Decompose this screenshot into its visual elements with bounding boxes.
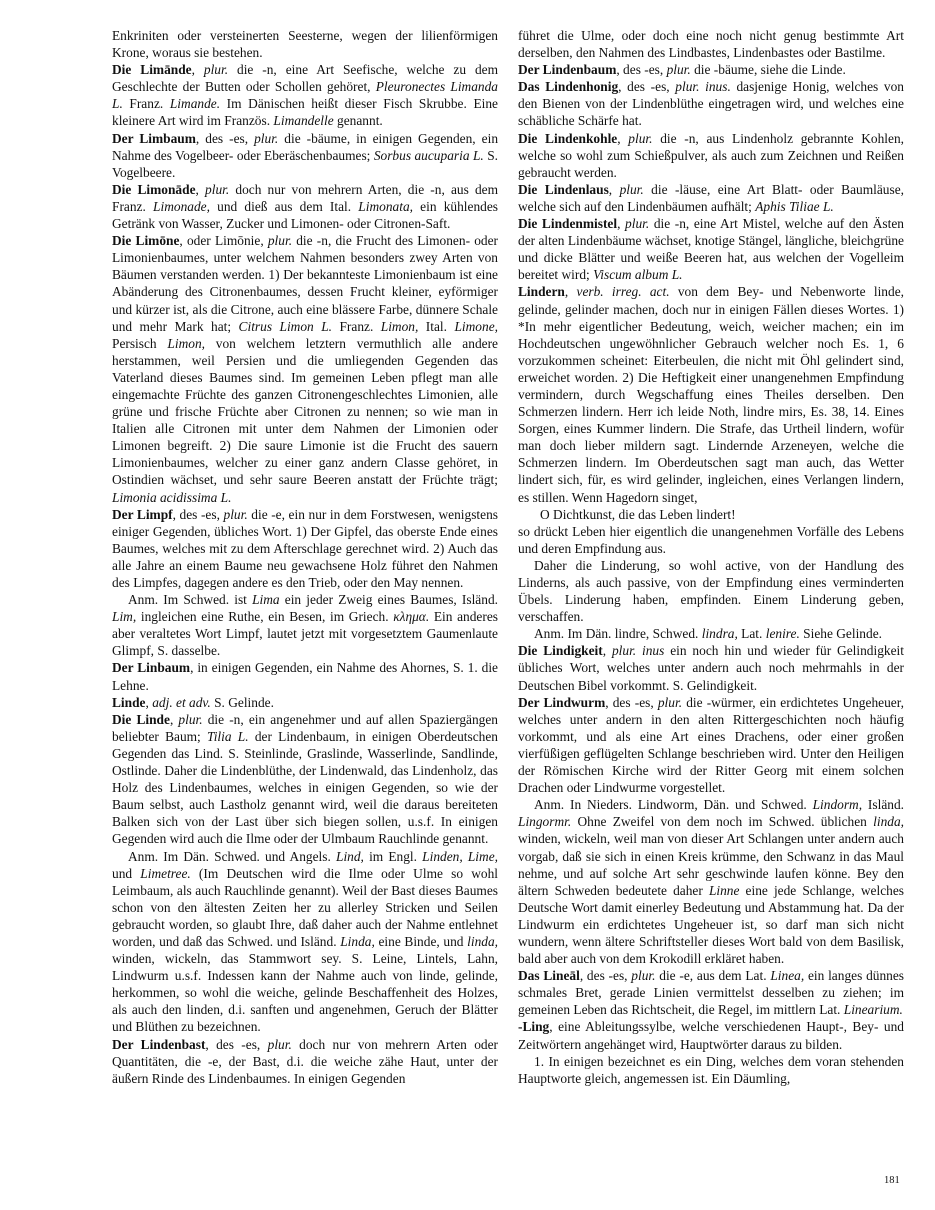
text-run: und xyxy=(112,865,141,881)
dictionary-entry xyxy=(112,506,498,591)
dictionary-entry xyxy=(518,61,904,78)
text-run: S. Vogelbeere. xyxy=(112,147,498,180)
headword: Die Lindenmistel xyxy=(518,216,618,232)
text-paragraph xyxy=(518,796,904,967)
dictionary-entry xyxy=(518,1018,904,1052)
headword: Die Lindenlaus xyxy=(518,181,609,197)
italic-text: plur. xyxy=(223,506,248,522)
italic-text: plur. xyxy=(666,62,691,78)
italic-text: lindra, xyxy=(701,626,738,642)
italic-text: plur. xyxy=(178,711,203,727)
headword: Der Limbaum xyxy=(112,130,196,146)
headword: Linde xyxy=(112,694,146,710)
text-run: die -n, aus Lindenholz gebrannte Kohlen, welche so wohl zum Schießpulver, als auch zum Zeichnen und Reißen gebraucht werden. xyxy=(518,130,904,180)
text-run: , xyxy=(602,643,612,659)
text-run: eine jede Schlange, welches Deutsche Wort damit einerley Bedeutung und Abstammung hat. Da der Lindwurm ein erdichtetes Ungeheuer ist, so darf man sich nicht wundern, wenn ältere Schriftsteller dieses Wort bald von dem Basilisk, bald aber auch von dem Krokodill erkläret haben. xyxy=(518,882,904,967)
text-run: (Im Deutschen wird die Ilme oder Ulme so wohl Leimbaum, als auch Rauchlinde genannt). Weil der Bast dieses Baumes schon von den ältesten Zeiten her zu allerley Stricken und Seilen gebraucht worden, so glaubt Ihre, daß daher auch der Nahme entlehnet worden, und daß das Schwed. und Isländ. xyxy=(112,865,498,949)
italic-text: Citrus Limon L. xyxy=(238,318,332,334)
text-run: , in einigen Gegenden, ein Nahme des Ahornes, S. 1. die Lehne. xyxy=(112,660,498,693)
text-run: , xyxy=(145,694,153,710)
text-paragraph xyxy=(518,506,904,523)
text-run: so drückt Leben hier eigentlich die unangenehmen Vorfälle des Lebens und deren Empfindung aus. xyxy=(518,523,904,556)
headword: Das Lineāl xyxy=(518,968,580,984)
headword: Die Limānde xyxy=(112,62,192,78)
text-run: die -n, eine Art Mistel, welche auf den Ästen der alten Lindenbäume wächset, knotige Stängel, längliche, bleichgrüne und dicke Blätter und weiße Beeren hat, aus welchen der Vogelleim bereitet wird; xyxy=(518,216,905,283)
dictionary-entry xyxy=(112,181,498,232)
italic-text: κλημα. xyxy=(393,609,430,625)
italic-text: Lind, xyxy=(336,848,364,864)
italic-text: plur. xyxy=(267,233,293,249)
text-run: dasjenige Honig, welches von den Bienen von der Lindenblüthe eingetragen wird, und welches eine schäbliche Schärfe hat. xyxy=(518,79,905,129)
right-column xyxy=(518,27,904,1087)
text-paragraph xyxy=(518,557,904,625)
italic-text: linda, xyxy=(467,933,498,949)
italic-text: plur. xyxy=(267,1036,292,1052)
dictionary-entry xyxy=(518,967,904,1018)
italic-text: plur. xyxy=(254,130,279,146)
text-run: O Dichtkunst, die das Leben lindert! xyxy=(540,506,736,522)
dictionary-entry xyxy=(518,78,904,129)
text-run: von welchem letztern vermuthlich alle andere herstammen, weil Persien und die umliegenden Gegenden das Vaterland dieses Baumes sind. Im gemeinen Leben pflegt man alle eingemachte Früchte des ganzen Citronengeschlechtes Limonien, alle grüne und frische Früchte aber Citronen zu nennen; so wie man in Italien alle Citronen mit unter dem Nahmen der Limonien oder Limonen begreift. 2) Die saure Limonie ist die Frucht des sauern Limonienbaumes, welcher zu einer ganz andern Classe gehöret, in Ostindien wächset, und sehr saure Beeren anstatt der Früchte trägt; xyxy=(112,335,498,488)
text-run: , xyxy=(191,62,204,78)
text-run: doch nur von mehrern Arten oder Quantitäten, die -e, der Bast, d.i. die weiche zähe Haut, unter der äußern Rinde des Lindenbaumes. In einigen Gegenden xyxy=(112,1036,498,1086)
italic-text: Limandelle xyxy=(273,113,334,129)
dictionary-entry xyxy=(112,61,498,129)
text-paragraph xyxy=(112,27,498,61)
text-run: Isländ. xyxy=(862,797,905,813)
page-number: 181 xyxy=(884,1175,900,1186)
text-run: , xyxy=(617,130,629,146)
text-run: die -würmer, ein erdichtetes Ungeheuer, welches unter andern in den alten Rittergeschichten noch häufig vorkommt, und als eine Art eines Drachens, oder einer großen vierfüßigen geflügelten Schlange beschrieben wird. Unter den Heiligen der Römischen Kirche wird der Ritter Georg mit einem solchen Drachen oder Lindwurme vorgestellet. xyxy=(518,694,904,796)
text-run: Lat. xyxy=(737,626,766,642)
italic-text: plur. xyxy=(203,62,229,78)
text-run: Ohne Zweifel von dem noch im Schwed. üblichen xyxy=(571,814,874,830)
italic-text: plur. xyxy=(628,130,653,146)
text-run: die -bäume, in einigen Gegenden, ein Nahme des Vogelbeer- oder Eberäschenbaumes; xyxy=(112,130,499,163)
italic-text: Sorbus aucuparia L. xyxy=(373,147,484,163)
text-run: die -bäume, siehe die Linde. xyxy=(690,62,846,78)
italic-text: Tilia L. xyxy=(207,728,249,744)
italic-text: Limon, xyxy=(167,335,205,351)
text-paragraph xyxy=(518,27,904,61)
text-run: doch nur von mehrern Arten, die -n, aus dem Franz. xyxy=(112,181,498,214)
italic-text: plur. xyxy=(619,181,644,197)
text-run: Persisch xyxy=(112,335,168,351)
text-run: die -n, die Frucht des Limonen- oder Limonienbaumes, unter welchem Nahmen besonders zwey Arten von Bäumen verstanden werden. 1) Der bekannteste Limonienbaum ist eine Abänderung des Citronenbaumes, dessen Frucht kleiner, eyförmiger und kürzer ist, als die Citrone, auch eine blässere Farbe, dünnere Schale und mehr Mark hat; xyxy=(112,233,499,334)
dictionary-entry xyxy=(518,130,904,181)
italic-text: Linda, xyxy=(340,933,375,949)
dictionary-entry xyxy=(518,694,904,797)
text-run: ein kühlendes Getränk von Wasser, Zucker und Limonen- oder Citronen-Saft. xyxy=(112,198,499,232)
headword: Der Lindenbaum xyxy=(518,62,617,78)
italic-text: Viscum album L. xyxy=(593,267,683,283)
text-run: , xyxy=(195,181,206,197)
text-run: die -n, eine Art Seefische, welche zu dem Geschlechte der Butten oder Schollen gehöret, xyxy=(112,62,498,95)
text-run: , eine Ableitungssylbe, welche verschiedenen Haupt-, Bey- und Zeitwörtern angehänget wird, Hauptwörter daraus zu bilden. xyxy=(518,1019,904,1052)
dictionary-entry xyxy=(112,659,498,693)
headword: Die Lindigkeit xyxy=(518,643,603,659)
italic-text: Lindorm, xyxy=(812,797,863,813)
italic-text: Lima xyxy=(252,592,280,608)
text-paragraph xyxy=(518,1053,904,1087)
italic-text: plur. xyxy=(205,181,230,197)
text-run: Anm. Im Schwed. ist xyxy=(128,592,253,608)
headword: Die Limonāde xyxy=(112,181,196,197)
headword: Das Lindenhonig xyxy=(518,79,619,95)
text-run: führet die Ulme, oder doch eine noch nicht genug bestimmte Art derselben, den Nahmen des Lindbastes, Lindenbastes oder Bastilme. xyxy=(518,28,904,61)
italic-text: Limone, xyxy=(454,318,498,334)
italic-text: Lingormr. xyxy=(518,814,572,830)
text-run: Enkriniten oder versteinerten Seesterne, wegen der lilienförmigen Krone, woraus sie bestehen. xyxy=(112,28,498,61)
text-run: ein noch hin und wieder für Gelindigkeit übliches Wort, welches unter andern auch noch mehrmahls in der Deutschen Bibel vorkommt. S. Gelindigkeit. xyxy=(518,643,904,693)
text-run: eine Binde, und xyxy=(374,933,468,949)
headword: Der Linbaum xyxy=(112,660,191,676)
italic-text: plur. xyxy=(657,694,683,710)
italic-text: Limon, xyxy=(380,318,419,334)
italic-text: Limetree. xyxy=(140,865,191,881)
dictionary-entry xyxy=(518,181,904,215)
text-run: winden, wickeln, das Stammwort sey. S. Leine, Lintels, Lahn, Lindwurm u.s.f. Indessen kann der Nahme auch von linde, gelinde, herkommen, so wohl die weiche, gelinde Beschaffenheit des Holzes, als auch den linden, d.i. sanften und angenehmen, Geruch der Blätter und Blüthen zu bezeichnen. xyxy=(112,951,498,1035)
italic-text: Linea, xyxy=(770,968,805,984)
italic-text: Linden, Lime, xyxy=(422,848,498,864)
text-run: , des -es, xyxy=(205,1036,268,1052)
headword: Der Lindwurm xyxy=(518,694,606,710)
text-run: winden, wickeln, weil man von dieser Art Schlangen unter andern auch vorgab, daß sie sich in einen Kreis krümme, den Schwanz in das Maul nehme, und auf solche Art sehr geschwinde laufen könne. Bey den ältern Schweden bedeutete daher xyxy=(518,831,904,898)
text-run: ingleichen eine Ruthe, ein Besen, im Griech. xyxy=(136,609,394,625)
text-run: die -läuse, eine Art Blatt- oder Baumläuse, welche sich auf den Lindenbäumen aufhält; xyxy=(518,181,904,214)
dictionary-entry xyxy=(518,283,904,505)
text-run: , xyxy=(608,181,620,197)
text-run: , xyxy=(564,284,577,300)
dictionary-entry xyxy=(518,215,904,283)
text-run: Anm. In Nieders. Lindworm, Dän. und Schwed. xyxy=(534,797,813,813)
text-run: Anm. Im Dän. lindre, Schwed. xyxy=(534,626,702,642)
text-run: Ital. xyxy=(418,318,455,334)
italic-text: plur. inus xyxy=(611,643,665,659)
italic-text: Limonade, xyxy=(153,198,210,214)
headword: Die Linde xyxy=(112,711,170,727)
italic-text: adj. et adv. xyxy=(152,694,211,710)
text-run: Franz. xyxy=(122,96,170,112)
text-run: die -n, ein angenehmer und auf allen Spaziergängen beliebter Baum; xyxy=(112,711,499,744)
text-run: , oder Limōnie, xyxy=(179,233,268,249)
italic-text: Linearium. xyxy=(843,1002,903,1018)
text-run: Anm. Im Dän. Schwed. und Angels. xyxy=(128,848,336,864)
dictionary-entry xyxy=(112,711,498,848)
dictionary-entry xyxy=(112,1036,498,1087)
text-run: genannt. xyxy=(333,113,383,129)
text-run: im Engl. xyxy=(363,848,423,864)
text-run: von dem Bey- und Nebenworte linde, gelinde, gelinder machen, doch nur in einigen Fällen dieses Wortes. 1) *In mehr eigentlicher Bedeutung, weich, weicher machen; ein im Hochdeutschen ungewöhnlicher Gebrauch welcher noch Es. 1, 6 vorzukommen scheinet: Eiterbeulen, die nicht mit Öhl gelindert sind, erweichet worden. 2) Die Heftigkeit einer unangenehmen Empfindung vermindern, durch Wegschaffung eines Theiles derselben. Den Schmerzen lindern. Herr ich leide Noth, lindre mirs, Es. 38, 14. Eines Sorgen, eines Kummer lindern. Die Strafe, das Urtheil lindern, wofür man doch lieber mildern sagt. Lindernde Arzeneyen, welche die Schmerzen lindern. Im Oberdeutschen sagt man auch, das Wetter lindert sich, für, es wird gelinder, ingleichen, eines Verlangen lindern, es stillen. Wenn Hagedorn singet, xyxy=(518,284,904,505)
text-run: die -e, aus dem Lat. xyxy=(655,968,771,984)
text-run: die -e, ein nur in dem Forstwesen, wenigstens einiger Gegenden, übliches Wort. 1) Der Gipfel, das oberste Ende eines Baumes, welches mit zu dem Afterschlage gerechnet wird. 2) Auch das alle Jahre an einem Baume neu gewachsene Holz führet den Nahmen des Limpfes, dagegen andere es den Trieb, oder den May nennen. xyxy=(112,506,498,590)
text-run: Daher die Linderung, so wohl active, von der Handlung des Linderns, als auch passive, von der Empfindung eines verminderten Übels. Linderung haben, empfinden. Einem Linderung geben, verschaffen. xyxy=(518,557,904,625)
dictionary-entry xyxy=(112,694,498,711)
text-run: , des -es, xyxy=(195,130,255,146)
italic-text: plur. xyxy=(631,968,656,984)
text-run: , xyxy=(617,216,626,232)
text-run: ein langes dünnes schmales Bret, gerade Linien vermittelst desselben zu ziehen; im gemeinen Leben das Richtscheit, die Regel, im mittlern Lat. xyxy=(518,968,905,1018)
italic-text: Limonata, xyxy=(358,198,413,214)
text-run: Franz. xyxy=(332,318,381,334)
text-run: Im Dänischen heißt dieser Fisch Skrubbe. Eine kleinere Art wird im Französ. xyxy=(112,96,498,129)
dictionary-entry xyxy=(112,232,498,506)
text-run: ein jeder Zweig eines Baumes, Isländ. xyxy=(279,592,498,608)
text-paragraph xyxy=(112,848,498,1036)
italic-text: Limande. xyxy=(169,96,221,112)
italic-text: plur. inus. xyxy=(675,79,731,95)
italic-text: linda, xyxy=(873,814,904,830)
italic-text: Pleuronectes Limanda L. xyxy=(112,79,498,112)
dictionary-entry xyxy=(112,130,498,181)
headword: Der Limpf xyxy=(112,506,173,522)
text-run: 1. In einigen bezeichnet es ein Ding, welches dem voran stehenden Hauptworte gleich, angemessen ist. Ein Däumling, xyxy=(518,1053,904,1086)
text-run: Ein anderes aber veraltetes Wort Limpf, lautet jetzt mit vorgesetztem Gaumenlaute Glimpf, S. dasselbe. xyxy=(112,609,498,659)
text-run: , des -es, xyxy=(605,694,658,710)
text-paragraph xyxy=(518,523,904,557)
italic-text: Aphis Tiliae L. xyxy=(755,198,834,214)
italic-text: lenire. xyxy=(765,626,800,642)
headword: Der Lindenbast xyxy=(112,1036,206,1052)
headword: -Ling xyxy=(518,1019,550,1035)
italic-text: Limonia acidissima L. xyxy=(112,489,232,505)
left-column xyxy=(112,27,498,1087)
italic-text: Lim, xyxy=(112,609,137,625)
text-run: , des -es, xyxy=(616,62,667,78)
text-run: der Lindenbaum, in einigen Oberdeutschen Gegenden das Lind. S. Steinlinde, Graslinde, Wasserlinde, Sandlinde, Ostlinde. Daher die Lindenblüthe, der Lindenwald, das Lindenholz, das Holz des Lindenbaumes, welches in einigen Gegenden, so wie der Baum selbst, auch Lastholz genannt wird, weil die daraus bereiteten Balken sich von der Last über sich biegen sollen, u.s.f. In einigen Gegenden wird auch die Ilme oder der Ulmbaum Rauchlinde genannt. xyxy=(112,728,498,847)
text-run: , des -es, xyxy=(579,968,632,984)
text-run: S. Gelinde. xyxy=(210,694,274,710)
text-paragraph xyxy=(518,625,904,642)
headword: Die Lindenkohle xyxy=(518,130,618,146)
text-paragraph xyxy=(112,591,498,659)
text-run: und dieß aus dem Ital. xyxy=(209,198,359,214)
text-run: , xyxy=(169,711,179,727)
dictionary-entry xyxy=(518,642,904,693)
text-run: Siehe Gelinde. xyxy=(799,626,882,642)
italic-text: plur. xyxy=(625,216,650,232)
italic-text: verb. irreg. act. xyxy=(576,284,670,300)
text-run: , des -es, xyxy=(618,79,676,95)
text-run: , des -es, xyxy=(172,506,224,522)
headword: Die Limōne xyxy=(112,233,180,249)
italic-text: Linne xyxy=(708,882,740,898)
headword: Lindern xyxy=(518,284,565,300)
